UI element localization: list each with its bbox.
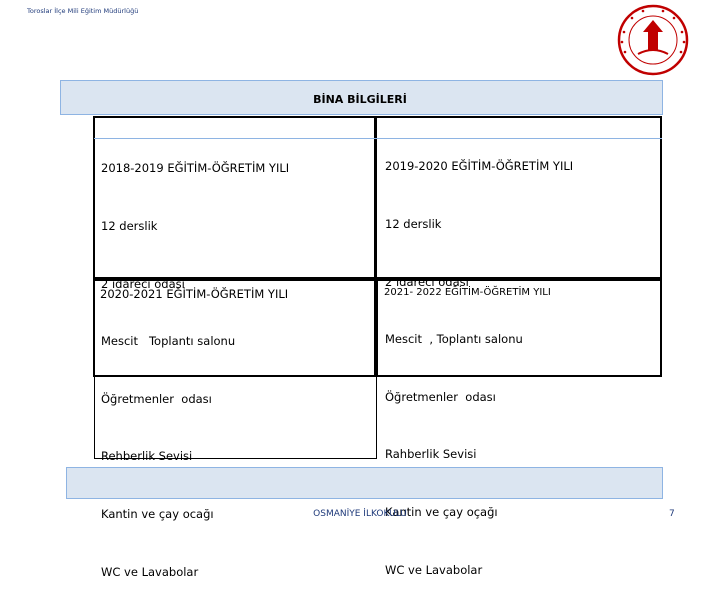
cell-line: 2019-2020 EĞİTİM-ÖĞRETİM YILI (385, 159, 574, 174)
cell-line: WC ve Lavabolar (385, 562, 483, 577)
cell-line: 2 idareci odası (101, 276, 185, 291)
cell-line: Kantin ve çay oçağı (385, 505, 498, 520)
lower-empty-box (94, 377, 377, 459)
footer-school-name: OSMANİYE İLKOKULU (313, 509, 407, 519)
cell-line: Rahberlik Sevisi (385, 447, 477, 462)
cell-line: 12 derslik (101, 219, 158, 234)
ministry-logo (608, 2, 698, 82)
cell-2020-2021-caption: 2020-2021 EĞİTİM-ÖĞRETİM YILI (100, 287, 289, 301)
slide-title: BİNA BİLGİLERİ (313, 93, 407, 106)
cell-line: Öğretmenler odası (101, 391, 212, 406)
cell-line: Mescit , Toplantı salonu (385, 332, 523, 347)
cell-line: 2018-2019 EĞİTİM-ÖĞRETİM YILI (101, 161, 290, 176)
cell-line: 12 derslik (385, 217, 442, 232)
header-org-name: Toroslar İlçe Mili Eğitim Müdürlüğü (27, 7, 139, 15)
page-number: 7 (669, 509, 675, 519)
bottom-band (66, 467, 663, 499)
cell-line: 2 idareci odası (385, 274, 469, 289)
cell-2021-2022-caption: 2021- 2022 EĞİTİM-ÖĞRETİM YILI (384, 287, 551, 298)
cell-line: Mescit Toplantı salonu (101, 334, 236, 349)
cell-line: Rehberlik Sevisi (101, 449, 193, 464)
cell-line: Kantin ve çay ocağı (101, 507, 214, 522)
cell-line: Öğretmenler odası (385, 389, 496, 404)
cell-line: WC ve Lavabolar (101, 564, 199, 579)
